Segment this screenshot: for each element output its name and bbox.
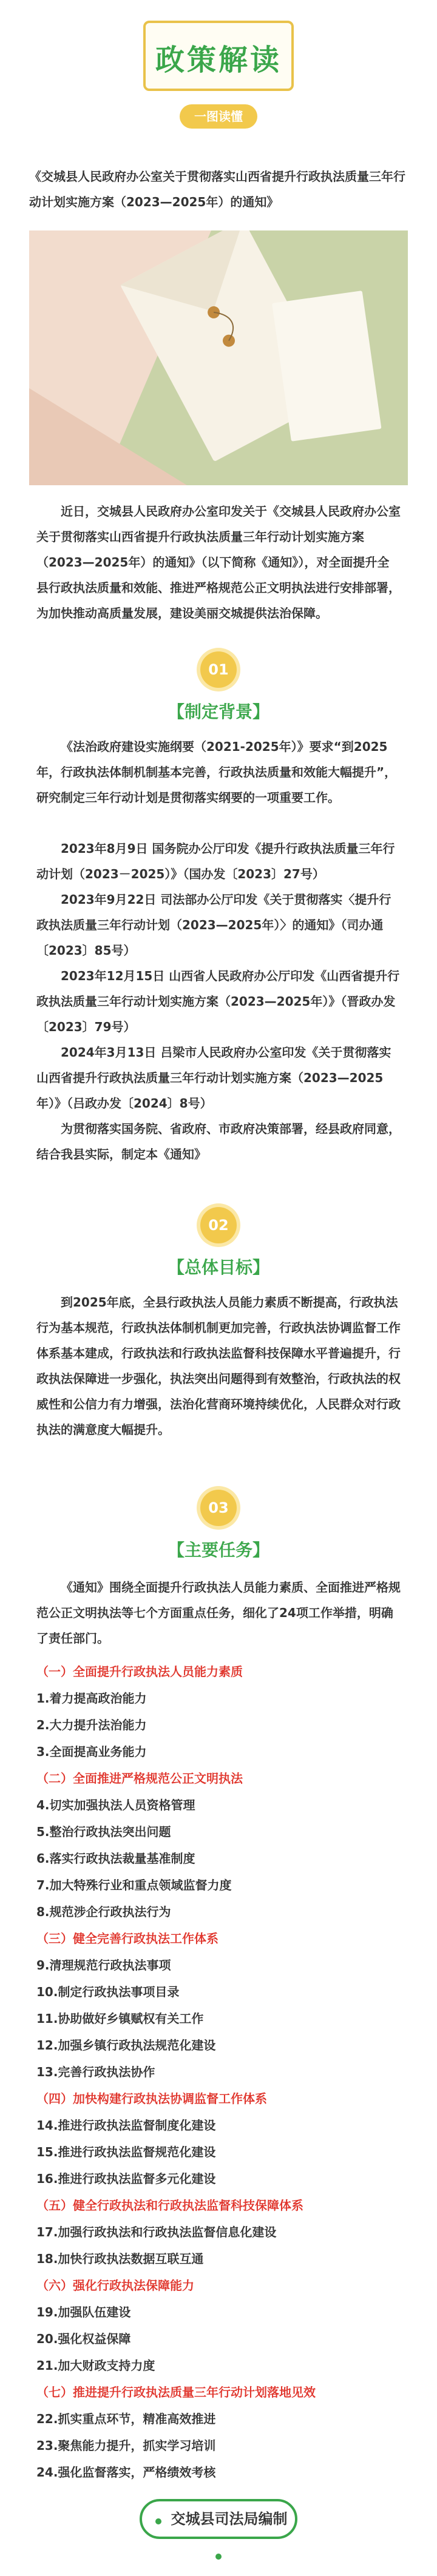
task-item: 2.大力提升法治能力 bbox=[36, 1718, 147, 1732]
section-badge-02: 02 bbox=[200, 1207, 237, 1243]
task-item: 24.强化监督落实，严格绩效考核 bbox=[36, 2465, 216, 2480]
task-item: 7.加大特殊行业和重点领域监督力度 bbox=[36, 1878, 232, 1892]
page-title: 政策解读 bbox=[155, 43, 282, 77]
task-item: 15.推进行政执法监督规范化建设 bbox=[36, 2145, 216, 2159]
background-para-6: 为贯彻落实国务院、省政府、市政府决策部署，经县政府同意，结合我县实际，制定本《通知》 bbox=[36, 1122, 401, 1162]
section-badge-03: 03 bbox=[200, 1490, 237, 1526]
task-item: 16.推进行政执法监督多元化建设 bbox=[36, 2171, 216, 2186]
task-item: 12.加强乡镇行政执法规范化建设 bbox=[36, 2038, 216, 2053]
notice-title: 《交城县人民政府办公室关于贯彻落实山西省提升行政执法质量三年行动计划实施方案（2023—2025年）的通知》 bbox=[29, 169, 405, 209]
task-item: 1.着力提高政治能力 bbox=[36, 1691, 147, 1706]
background-para-1: 《法治政府建设实施纲要（2021-2025年）》要求“到2025年，行政执法体制机制基本完善，行政执法质量和效能大幅提升”，研究制定三年行动计划是贯彻落实纲要的一项重要工作。 bbox=[36, 739, 397, 805]
background-para-3: 2023年9月22日 司法部办公厅印发《关于贯彻落实〈提升行政执法质量三年行动计划（2023—2025年）〉的通知》（司办通〔2023〕85号） bbox=[36, 892, 391, 958]
task-item: 5.整治行政执法突出问题 bbox=[36, 1824, 171, 1839]
task-item: 20.强化权益保障 bbox=[36, 2332, 131, 2346]
task-item: 22.抓实重点环节，精准高效推进 bbox=[36, 2412, 216, 2426]
background-para-4: 2023年12月15日 山西省人民政府办公厅印发《山西省提升行政执法质量三年行动计划实施方案（2023—2025年）》（晋政办发〔2023〕79号） bbox=[36, 969, 400, 1034]
task-category: （一）全面提升行政执法人员能力素质 bbox=[36, 1664, 243, 1679]
footer-dot-right bbox=[215, 2554, 222, 2560]
task-category: （六）强化行政执法保障能力 bbox=[36, 2278, 194, 2293]
hero-image bbox=[29, 230, 408, 485]
task-item: 14.推进行政执法监督制度化建设 bbox=[36, 2118, 216, 2133]
header bbox=[0, 0, 437, 146]
task-item: 10.制定行政执法事项目录 bbox=[36, 1985, 180, 1999]
background-para-5: 2024年3月13日 吕梁市人民政府办公室印发《关于贯彻落实山西省提升行政执法质量三年行动计划实施方案（2023—2025年）》（吕政办发〔2024〕8号） bbox=[36, 1045, 391, 1111]
task-category: （三）健全完善行政执法工作体系 bbox=[36, 1931, 218, 1946]
section-badge-01: 01 bbox=[200, 651, 237, 688]
task-item: 17.加强行政执法和行政执法监督信息化建设 bbox=[36, 2225, 277, 2239]
task-category: （七）推进提升行政执法质量三年行动计划落地见效 bbox=[36, 2385, 316, 2399]
section-title-background: 【制定背景】 bbox=[167, 702, 269, 722]
task-category: （五）健全行政执法和行政执法监督科技保障体系 bbox=[36, 2198, 303, 2213]
task-item: 4.切实加强执法人员资格管理 bbox=[36, 1798, 195, 1812]
task-item: 11.协助做好乡镇赋权有关工作 bbox=[36, 2011, 204, 2026]
task-category: （二）全面推进严格规范公正文明执法 bbox=[36, 1771, 243, 1786]
task-item: 19.加强队伍建设 bbox=[36, 2305, 131, 2319]
task-item: 18.加快行政执法数据互联互通 bbox=[36, 2251, 204, 2266]
task-item: 13.完善行政执法协作 bbox=[36, 2065, 155, 2079]
background-para-2: 2023年8月9日 国务院办公厅印发《提升行政执法质量三年行动计划（2023－2025）》（国办发〔2023〕27号） bbox=[36, 841, 395, 881]
title-box bbox=[143, 21, 294, 91]
intro-paragraph: 近日，交城县人民政府办公室印发关于《交城县人民政府办公室关于贯彻落实山西省提升行政执法质量三年行动计划实施方案（2023—2025年）的通知》（以下简称《通知》），对全面提升全县行政执法质量和效能、推进严格规范公正文明执法进行安排部署，为加快推动高质量发展，建设美丽交城提供法治保障。 bbox=[36, 504, 401, 620]
section-title-goal: 【总体目标】 bbox=[167, 1257, 269, 1277]
envelope-illustration bbox=[29, 230, 408, 485]
task-item: 3.全面提高业务能力 bbox=[36, 1744, 147, 1759]
tasks-intro: 《通知》围绕全面提升行政执法人员能力素质、全面推进严格规范公正文明执法等七个方面重点任务，细化了24项工作举措，明确了责任部门。 bbox=[36, 1580, 401, 1646]
goal-paragraph: 到2025年底，全县行政执法人员能力素质不断提高，行政执法行为基本规范，行政执法体制机制更加完善，行政执法协调监督工作体系基本建成，行政执法和行政执法监督科技保障水平普遍提升，行政执法保障进一步强化，执法突出问题得到有效整治，行政执法的权威性和公信力有力增强，法治化营商环境持续优化，人民群众对行政执法的满意度大幅提升。 bbox=[36, 1295, 401, 1437]
footer-badge bbox=[140, 2499, 297, 2539]
section-title-tasks: 【主要任务】 bbox=[167, 1540, 269, 1560]
subtitle-badge: 一图读懂 bbox=[180, 104, 257, 129]
task-item: 23.聚焦能力提升，抓实学习培训 bbox=[36, 2438, 216, 2453]
task-item: 8.规范涉企行政执法行为 bbox=[36, 1905, 171, 1919]
task-item: 21.加大财政支持力度 bbox=[36, 2358, 155, 2373]
task-item: 6.落实行政执法裁量基准制度 bbox=[36, 1851, 195, 1866]
footer-text: 交城县司法局编制 bbox=[171, 2510, 288, 2527]
footer-dot-left bbox=[155, 2518, 161, 2524]
task-category: （四）加快构建行政执法协调监督工作体系 bbox=[36, 2091, 267, 2106]
task-item: 9.清理规范行政执法事项 bbox=[36, 1958, 171, 1972]
